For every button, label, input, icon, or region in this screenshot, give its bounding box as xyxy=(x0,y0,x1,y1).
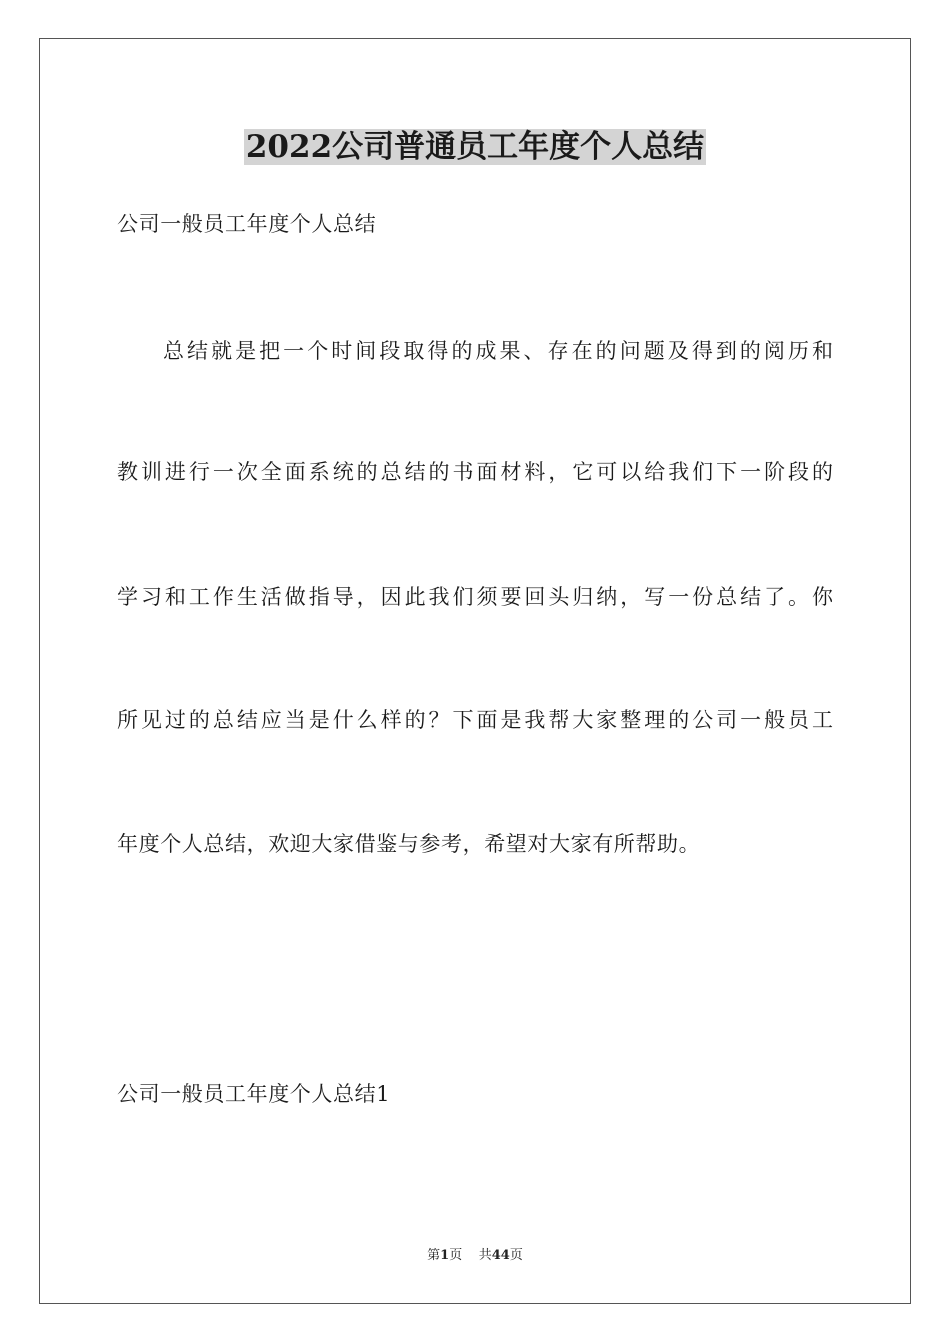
document-title xyxy=(0,127,950,167)
intro-line-5: 年度个人总结，欢迎大家借鉴与参考，希望对大家有所帮助。 xyxy=(117,832,701,856)
footer-total-pages: 44 xyxy=(491,1248,510,1263)
footer-page-suffix: 页 xyxy=(449,1248,463,1263)
page-footer xyxy=(0,1247,950,1265)
document-subtitle: 公司一般员工年度个人总结 xyxy=(117,212,377,236)
intro-line-4: 所见过的总结应当是什么样的？下面是我帮大家整理的公司一般员工 xyxy=(117,708,833,732)
footer-total-prefix: 共 xyxy=(478,1248,492,1263)
footer-page-prefix: 第 xyxy=(427,1248,441,1263)
section-heading: 公司一般员工年度个人总结1 xyxy=(117,1082,391,1106)
footer-page-number: 1 xyxy=(440,1248,450,1263)
document-title-text: 2022公司普通员工年度个人总结 xyxy=(245,129,705,165)
intro-line-3: 学习和工作生活做指导，因此我们须要回头归纳，写一份总结了。你 xyxy=(117,585,833,609)
footer-total-suffix: 页 xyxy=(509,1248,523,1263)
intro-line-2: 教训进行一次全面系统的总结的书面材料，它可以给我们下一阶段的 xyxy=(117,460,833,484)
intro-line-1: 总结就是把一个时间段取得的成果、存在的问题及得到的阅历和 xyxy=(163,339,833,363)
